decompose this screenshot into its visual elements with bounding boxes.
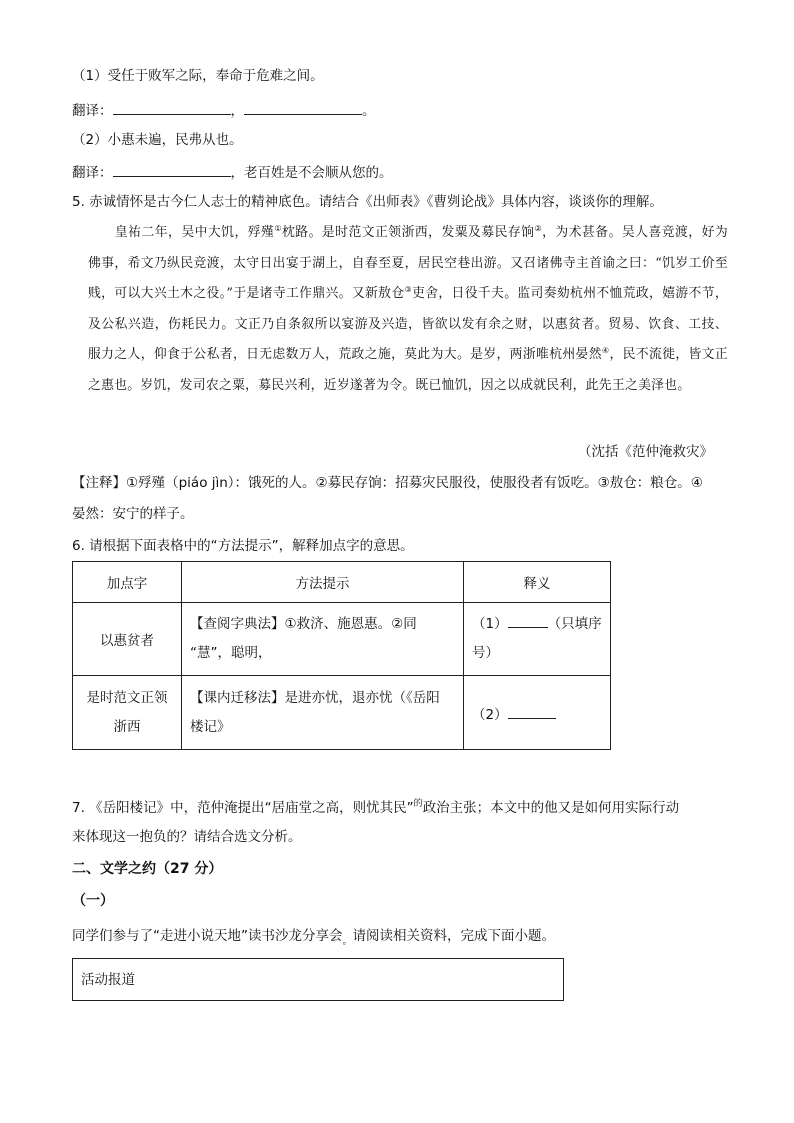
translate-label: 翻译： xyxy=(72,103,113,119)
activity-report-box xyxy=(72,958,564,1001)
answer-blank[interactable] xyxy=(113,100,231,115)
passage-text: 皇祐二年，吴中大饥，殍殣①枕路。是时范文正领浙西，发粟及募民存饷②，为术甚备。吴人喜竞渡，好为佛事，希文乃纵民竞渡，太守日出宴于湖上，自春至夏，居民空巷出游。又召诸佛寺主首谕之曰：“饥岁工价至贱，可以大兴土木之役。”于是诸寺工作鼎兴。又新敖仓③吏舍，日役千夫。监司奏劾杭州不恤荒政，嬉游不节，及公私兴造，伤耗民力。文正乃自条叙所以宴游及兴造，皆欲以发有余之财，以惠贫者。贸易、饮食、工技、服力之人，仰食于公私者，日无虑数万人，荒政之施，莫此为大。是岁，两浙唯杭州晏然④，民不流徙，皆文正之惠也。岁饥，发司农之粟，募民兴利，近岁遂著为令。既已恤饥，因之以成就民利，此先王之美泽也。 xyxy=(88,224,728,393)
section-subheading: （一） xyxy=(72,893,114,909)
footnote-1: ① xyxy=(274,224,282,233)
method-table xyxy=(72,561,611,750)
q4-translate-2: 翻译： ，老百姓是不会顺从您的。 xyxy=(72,162,393,182)
notes-line-2: 晏然：安宁的样子。 xyxy=(72,506,194,522)
cell-word: 以惠贫者 xyxy=(73,603,182,676)
footnote-4: ④ xyxy=(601,346,610,356)
q4-item-1: （1）受任于败军之际，奉命于危难之间。 xyxy=(72,68,324,84)
cell-hint: 【课内迁移法】是进亦忧，退亦忧（《岳阳 楼记》 xyxy=(182,676,464,750)
q7-line-2: 来体现这一抱负的？请结合选文分析。 xyxy=(72,829,302,845)
passage xyxy=(88,218,728,402)
passage-source: （沈括《范仲淹救灾》 xyxy=(578,444,713,460)
footnote-3: ③ xyxy=(404,285,413,295)
answer-blank[interactable] xyxy=(113,162,231,177)
translate-label: 翻译： xyxy=(72,165,113,181)
section-heading: 二、文学之约（27 分） xyxy=(72,861,223,877)
box-label: 活动报道 xyxy=(81,972,135,988)
cell-word: 是时范文正领 浙西 xyxy=(73,676,182,750)
header-meaning: 释义 xyxy=(464,562,611,603)
answer-blank[interactable] xyxy=(244,100,362,115)
notes-label: 【注释】 xyxy=(72,475,126,491)
q4-translate-1: 翻译： ， 。 xyxy=(72,100,376,120)
footnote-2: ② xyxy=(534,224,543,233)
header-word: 加点字 xyxy=(73,562,182,603)
header-hint: 方法提示 xyxy=(182,562,464,603)
cell-answer: （1） （只填序 号） xyxy=(464,603,611,676)
q7-line-1: 7. 《岳阳楼记》中，范仲淹提出“居庙堂之高，则忧其民”$^的$政治主张；本文中的他又是如何用实际行动 xyxy=(72,799,680,816)
q5-prompt: 5. 赤诚情怀是古今仁人志士的精神底色。请结合《出师表》《曹刿论战》具体内容，谈谈你的理解。 xyxy=(72,194,663,210)
table-row xyxy=(73,676,611,750)
section-intro: 同学们参与了“走进小说天地”读书沙龙分享会$_。$请阅读相关资料，完成下面小题。 xyxy=(72,928,555,947)
cell-answer: （2） xyxy=(464,676,611,750)
q6-prompt: 6. 请根据下面表格中的“方法提示”，解释加点字的意思。 xyxy=(72,538,414,554)
cell-hint: 【查阅字典法】①救济、施恩惠。②同 “慧”，聪明， xyxy=(182,603,464,676)
answer-blank[interactable] xyxy=(508,613,548,628)
q4-item-2: （2）小惠未遍，民弗从也。 xyxy=(72,132,243,148)
answer-blank[interactable] xyxy=(508,704,556,719)
notes-line-1: 【注释】①殍殣（piáo jìn）：饿死的人。②募民存饷：招募灾民服役，使服役者有饭吃。③敖仓：粮仓。④ xyxy=(72,475,703,491)
table-row xyxy=(73,603,611,676)
table-header-row xyxy=(73,562,611,603)
